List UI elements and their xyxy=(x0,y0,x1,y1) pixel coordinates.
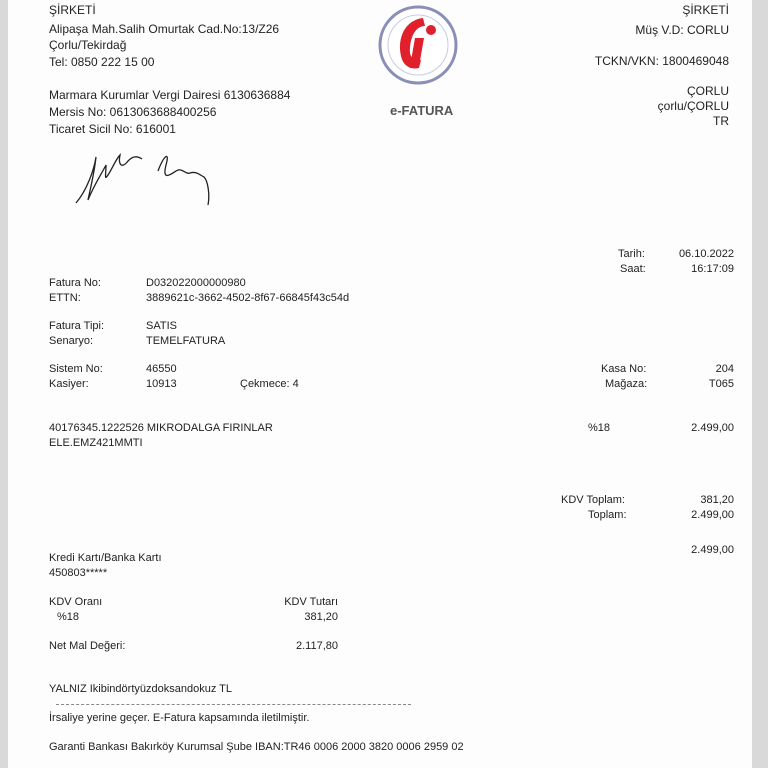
seller-trade-reg: Ticaret Sicil No: 616001 xyxy=(49,122,176,136)
time-value: 16:17:09 xyxy=(691,263,734,275)
system-label: Sistem No: xyxy=(49,363,103,375)
buyer-tckn: TCKN/VKN: 1800469048 xyxy=(594,54,729,68)
seller-address: Alipaşa Mah.Salih Omurtak Cad.No:13/Z26 xyxy=(49,22,280,36)
type-label: Fatura Tipi: xyxy=(49,320,105,332)
date-value: 06.10.2022 xyxy=(678,248,734,260)
store: T065 xyxy=(708,378,734,390)
net-value: 2.117,80 xyxy=(295,640,338,652)
till: 204 xyxy=(715,363,734,375)
vat-amount-header: KDV Tutarı xyxy=(284,596,338,608)
store-label: Mağaza: xyxy=(605,378,648,390)
item-line2: ELE.EMZ421MMTI xyxy=(49,437,143,449)
scenario-label: Senaryo: xyxy=(49,335,94,347)
system: 46550 xyxy=(146,363,177,375)
total-label: Toplam: xyxy=(588,509,627,521)
seller-name: ŞİRKETİ xyxy=(49,3,96,17)
time-label: Saat: xyxy=(620,263,646,275)
cashier-label: Kasiyer: xyxy=(49,378,89,390)
buyer-tax-office: Müş V.D: CORLU xyxy=(635,23,729,37)
seller-city: Çorlu/Tekirdağ xyxy=(49,38,127,52)
invoice-no-label: Fatura No: xyxy=(49,277,101,289)
buyer-name: ŞİRKETİ xyxy=(682,3,729,17)
vat-rate: %18 xyxy=(57,611,80,623)
item-amount: 2.499,00 xyxy=(691,422,734,434)
bank-info: Garanti Bankası Bakırköy Kurumsal Şube IBAN:TR46 0006 2000 3820 0006 2959 02 xyxy=(49,741,464,753)
efatura-label: e-FATURA xyxy=(390,103,454,118)
vat-rate-header: KDV Oranı xyxy=(49,596,103,608)
footer-note: İrsaliye yerine geçer. E-Fatura kapsamında iletilmiştir. xyxy=(49,712,310,724)
till-label: Kasa No: xyxy=(601,363,647,375)
net-label: Net Mal Değeri: xyxy=(49,640,126,652)
seller-mersis: Mersis No: 0613063688400256 xyxy=(49,105,217,119)
invoice-page xyxy=(8,0,752,768)
drawer: Çekmece: 4 xyxy=(240,378,299,390)
date-label: Tarih: xyxy=(618,248,645,260)
payment-method: Kredi Kartı/Banka Kartı xyxy=(49,552,162,564)
gib-logo xyxy=(375,4,461,86)
ettn: 3889621c-3662-4502-8f67-66845f43c54d xyxy=(146,292,350,304)
kdv-total: 381,20 xyxy=(700,494,734,506)
item-line1: 40176345.1222526 MIKRODALGA FIRINLAR xyxy=(49,422,273,434)
vat-amount: 381,20 xyxy=(304,611,338,623)
cashier: 10913 xyxy=(146,378,177,390)
invoice-no: D032022000000980 xyxy=(146,277,246,289)
signature xyxy=(72,145,222,210)
divider xyxy=(56,704,411,705)
buyer-district: çorlu/ÇORLU xyxy=(657,99,729,113)
buyer-city: ÇORLU xyxy=(686,84,729,98)
type: SATIS xyxy=(146,320,177,332)
seller-tax-office: Marmara Kurumlar Vergi Dairesi 6130636884 xyxy=(49,88,291,102)
paid-amount: 2.499,00 xyxy=(691,544,734,556)
total: 2.499,00 xyxy=(691,509,734,521)
seller-tel: Tel: 0850 222 15 00 xyxy=(49,55,155,69)
item-vat: %18 xyxy=(588,422,611,434)
buyer-country: TR xyxy=(713,114,729,128)
amount-in-words: YALNIZ Ikibindörtyüzdoksandokuz TL xyxy=(49,683,233,695)
card-number: 450803***** xyxy=(49,567,108,579)
scenario: TEMELFATURA xyxy=(146,335,226,347)
kdv-total-label: KDV Toplam: xyxy=(561,494,625,506)
ettn-label: ETTN: xyxy=(49,292,81,304)
